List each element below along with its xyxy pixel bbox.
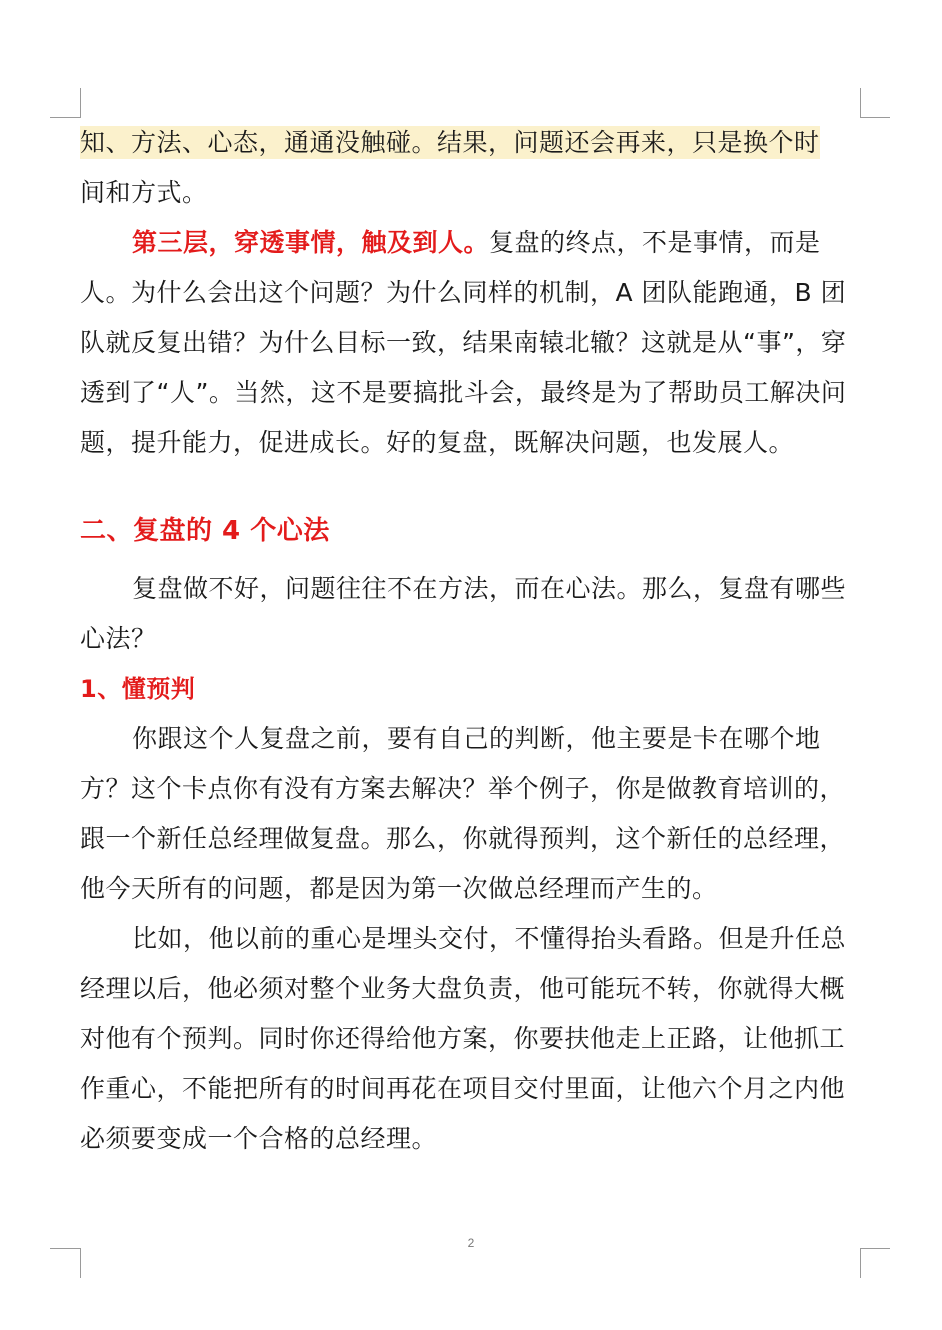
paragraph-layer-three — [80, 218, 858, 468]
crop-mark-bottom-right-v — [860, 1248, 861, 1278]
paragraph-prejudge: 你跟这个人复盘之前，要有自己的判断，他主要是卡在哪个地方？这个卡点你有没有方案去解决？举个例子，你是做教育培训的，跟一个新任总经理做复盘。那么，你就得预判，这个新任的总经理，他今天所有的问题，都是因为第一次做总经理而产生的。 — [80, 724, 846, 903]
layer-three-heading: 第三层，穿透事情，触及到人。 — [132, 228, 490, 257]
paragraph-continuation — [80, 118, 858, 218]
crop-mark-top-right-h — [860, 117, 890, 118]
crop-mark-top-left-v — [80, 88, 81, 118]
crop-mark-top-right-v — [860, 88, 861, 118]
crop-mark-top-left-h — [50, 117, 81, 118]
paragraph-text: 复盘的终点，不是事情，而是人。为什么会出这个问题？为什么同样的机制，A 团队能跑通，B 团队就反复出错？为什么目标一致，结果南辕北辙？这就是从“事”，穿透到了“人”。当然，这不是要搞批斗会，最终是为了帮助员工解决问题，提升能力，促进成长。好的复盘，既解决问题，也发展人。 — [80, 228, 847, 457]
paragraph-example: 比如，他以前的重心是埋头交付，不懂得抬头看路。但是升任总经理以后，他必须对整个业务大盘负责，他可能玩不转，你就得大概对他有个预判。同时你还得给他方案，你要扶他走上正路，让他抓工作重心，不能把所有的时间再花在项目交付里面，让他六个月之内他必须要变成一个合格的总经理。 — [80, 924, 847, 1153]
subsection-title: 1、懂预判 — [80, 675, 196, 703]
document-body — [80, 118, 858, 1164]
section-title: 二、复盘的 4 个心法 — [80, 516, 330, 546]
highlighted-text: 知、方法、心态，通通没触碰。结果，问题还会再来，只是换个时 — [80, 128, 820, 157]
paragraph-text: 间和方式。 — [80, 178, 208, 207]
crop-mark-bottom-left-v — [80, 1248, 81, 1278]
page-number: 2 — [467, 1236, 475, 1250]
paragraph-intro: 复盘做不好，问题往往不在方法，而在心法。那么，复盘有哪些心法？ — [80, 574, 847, 653]
